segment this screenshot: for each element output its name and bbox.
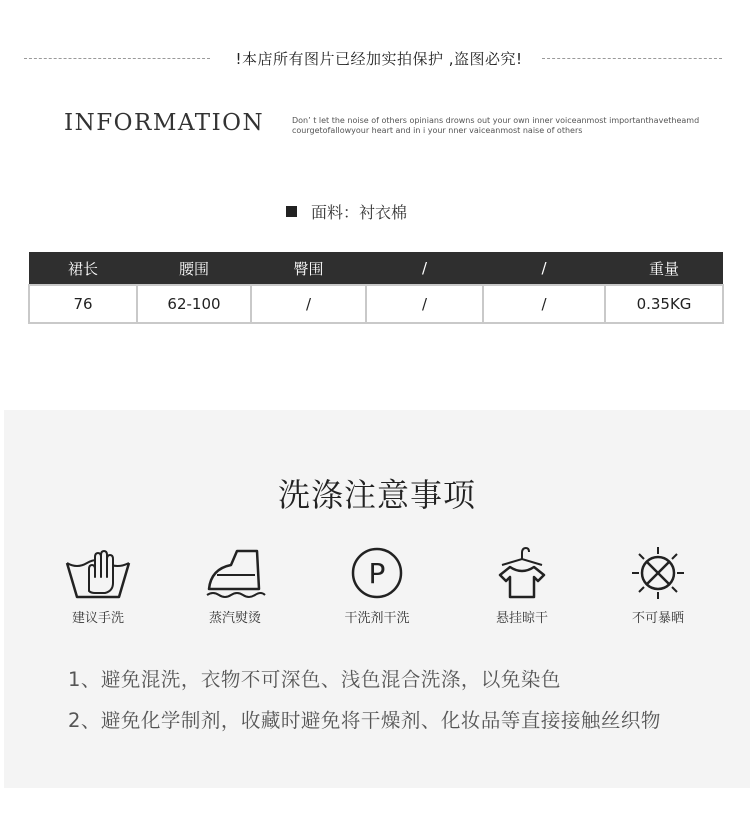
care-note: 2、避免化学制剂，收藏时避免将干燥剂、化妆品等直接接触丝织物 xyxy=(68,709,661,732)
care-note: 1、避免混洗，衣物不可深色、浅色混合洗涤，以免染色 xyxy=(68,668,561,691)
table-row xyxy=(29,285,723,323)
cell-skirt-length: 76 xyxy=(29,285,137,323)
hang-dry-icon xyxy=(494,545,550,601)
care-item-iron xyxy=(195,545,275,626)
copyright-notice: !本店所有图片已经加实拍保护 ,盗图必究! xyxy=(235,50,523,68)
svg-text:P: P xyxy=(368,557,386,590)
care-label: 蒸汽熨烫 xyxy=(208,611,261,626)
header-empty-1: / xyxy=(366,252,483,285)
care-label: 建议手洗 xyxy=(71,611,124,626)
cell-empty-1: / xyxy=(366,285,483,323)
header-hip: 臀围 xyxy=(251,252,366,285)
dashed-divider xyxy=(542,58,722,59)
fabric-label: 面料：衬衣棉 xyxy=(311,202,408,222)
square-bullet-icon xyxy=(286,206,297,217)
header-waist: 腰围 xyxy=(137,252,251,285)
care-title: 洗涤注意事项 xyxy=(277,476,476,514)
no-sun-icon xyxy=(630,545,686,601)
header-empty-2: / xyxy=(483,252,605,285)
cell-empty-2: / xyxy=(483,285,605,323)
dry-clean-icon xyxy=(349,545,405,601)
iron-icon xyxy=(203,545,267,601)
cell-waist: 62-100 xyxy=(137,285,251,323)
care-item-hand-wash xyxy=(58,545,138,626)
size-table xyxy=(28,252,724,324)
care-label: 悬挂晾干 xyxy=(495,611,548,626)
fabric-info xyxy=(286,200,407,222)
table-header-row xyxy=(29,252,723,285)
cell-weight: 0.35KG xyxy=(605,285,723,323)
description-line: courgetofallowyour heart and in i your nner vaiceanmost naise of others xyxy=(292,126,583,135)
description-line: Don’ t let the noise of others opinians drowns out your own inner voiceanmost importanthavetheamd xyxy=(292,116,700,125)
information-heading: INFORMATION xyxy=(64,110,265,136)
dashed-divider xyxy=(24,58,210,59)
hand-wash-icon xyxy=(65,545,131,601)
care-label: 不可暴晒 xyxy=(631,611,684,626)
care-label: 干洗剂干洗 xyxy=(344,611,410,626)
care-item-hang-dry xyxy=(482,545,562,626)
header-weight: 重量 xyxy=(605,252,723,285)
notice-banner xyxy=(24,46,722,70)
care-instructions-section xyxy=(4,410,750,788)
care-item-no-sun xyxy=(618,545,698,626)
information-description xyxy=(292,116,712,136)
cell-hip: / xyxy=(251,285,366,323)
care-item-dry-clean xyxy=(332,545,422,626)
header-skirt-length: 裙长 xyxy=(29,252,137,285)
